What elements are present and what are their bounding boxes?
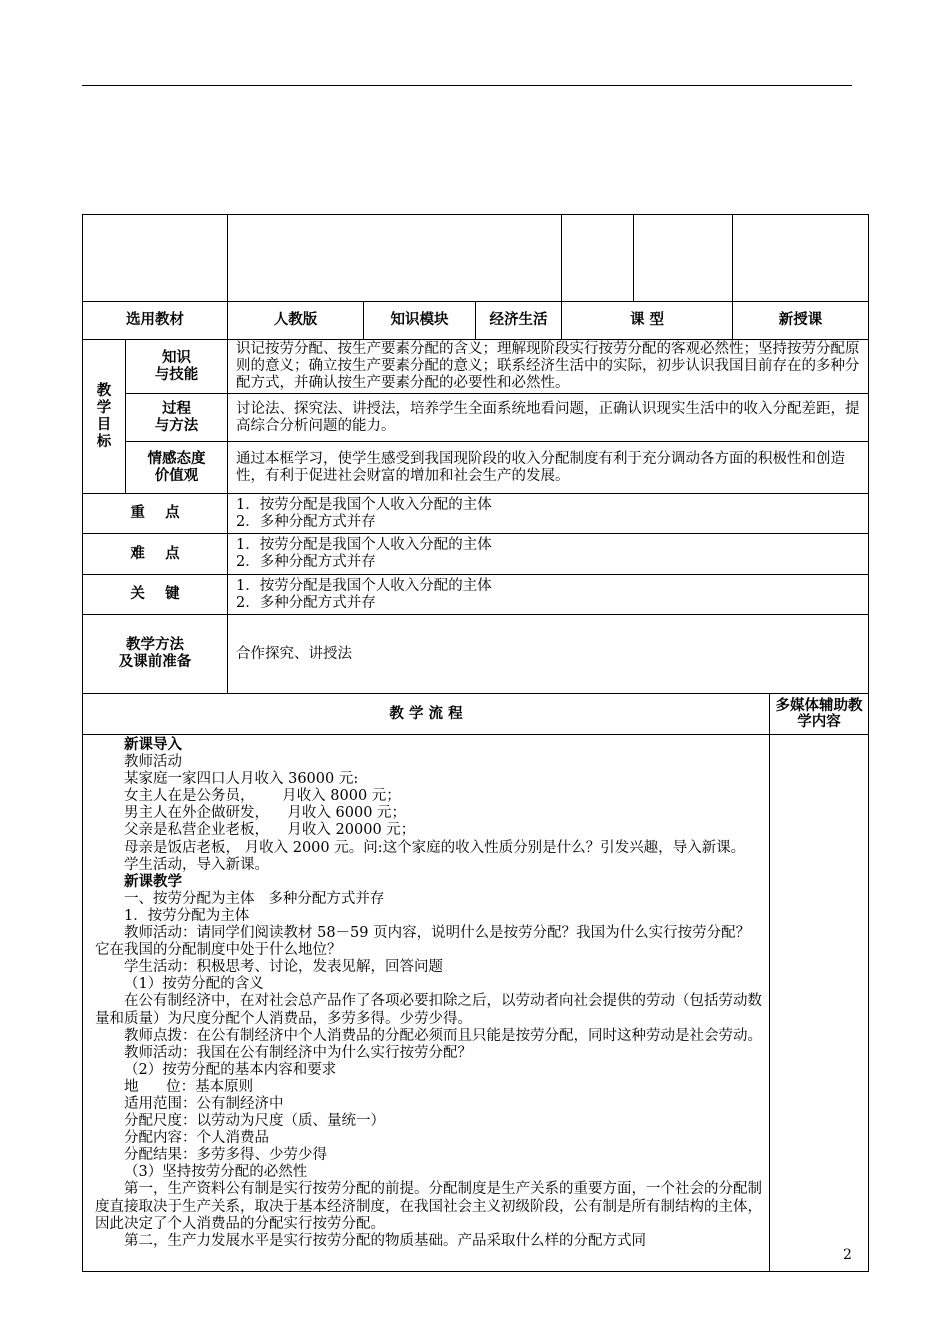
knowledge-text: 识记按劳分配、按生产要素分配的含义；理解现阶段实行按劳分配的客观必然性；坚持按劳分配原则的意义；确立按生产要素分配的意义；联系经济生活中的实际，初步认识我国目前存在的多种分配方式，并确认按生产要素分配的必要性和必然性。 [228,340,869,394]
flow-line: 教师活动：请同学们阅读教材 58－59 页内容，说明什么是按劳分配？我国为什么实行按劳分配？它在我国的分配制度中处于什么地位？ [95,925,751,959]
key-row [83,575,869,615]
focus-row [83,494,869,534]
flow-line: 适用范围：公有制经济中 [124,1095,284,1112]
process-text: 讨论法、探究法、讲授法，培养学生全面系统地看问题，正确认识现实生活中的收入分配差距，提高综合分析问题的能力。 [228,394,869,442]
flow-line: 新课导入 [124,737,182,753]
media-header: 多媒体辅助教 学内容 [770,694,869,735]
flow-line: 教师点拨：在公有制经济中个人消费品的分配必须而且只能是按劳分配，同时这种劳动是社会劳动。 [124,1027,762,1044]
module-label: 知识模块 [364,302,476,340]
knowledge-label: 知识 与技能 [126,340,228,394]
flow-line: 地 位：基本原则 [124,1078,254,1095]
textbook-label: 选用教材 [83,302,228,340]
key-text: 1．按劳分配是我国个人收入分配的主体 2．多种分配方式并存 [228,575,869,615]
flow-line: （2）按劳分配的基本内容和要求 [124,1061,337,1078]
flow-line: 分配尺度：以劳动为尺度（质、量统一） [124,1113,385,1130]
flow-line: 某家庭一家四口人月收入 36000 元: [124,771,359,788]
module-value: 经济生活 [476,302,562,340]
flow-line: 1．按劳分配为主体 [124,907,250,924]
flow-title: 教 学 流 程 [83,694,770,735]
emotion-label: 情感态度 价值观 [126,442,228,494]
flow-line: 分配内容：个人消费品 [124,1130,269,1147]
flow-line: 学生活动，导入新课。 [124,856,269,873]
flow-line: 学生活动：积极思考、讨论，发表见解，回答问题 [124,959,443,976]
knowledge-row [83,340,869,394]
flow-content [83,735,770,1272]
method-row [83,615,869,694]
type-label: 课 型 [562,302,733,340]
flow-line: 教师活动 [124,754,182,771]
flow-line: 第一，生产资料公有制是实行按劳分配的前提。分配制度是生产关系的重要方面，一个社会的分配制度直接取决于生产关系，取决于基本经济制度，在我国社会主义初级阶段，公有制是所有制结构的主体，因此决定了个人消费品的分配实行按劳分配。 [95,1181,762,1232]
flow-line: 母亲是饭店老板， 月收入 2000 元。问:这个家庭的收入性质分别是什么？引发兴趣，导入新课。 [124,839,746,856]
focus-label: 重 点 [83,494,228,534]
media-content [770,735,869,1272]
flow-line: 男主人在外企做研发， 月收入 6000 元； [124,805,407,822]
difficulty-text: 1．按劳分配是我国个人收入分配的主体 2．多种分配方式并存 [228,534,869,575]
textbook-row [83,302,869,340]
flow-line: （3）坚持按劳分配的必然性 [124,1164,308,1181]
lesson-plan-table [82,214,869,1272]
flow-line: （1）按劳分配的含义 [124,976,264,993]
process-label: 过程 与方法 [126,394,228,442]
flow-line: 父亲是私营企业老板， 月收入 20000 元； [124,822,416,839]
difficulty-label: 难 点 [83,534,228,575]
page-number: 2 [843,1247,852,1263]
objectives-group-label: 教 学 目 标 [83,340,126,494]
flow-content-row [83,735,869,1272]
textbook-value: 人教版 [228,302,364,340]
emotion-row [83,442,869,494]
key-label: 关 键 [83,575,228,615]
process-row [83,394,869,442]
flow-line: 女主人在是公务员， 月收入 8000 元； [124,788,401,805]
flow-line: 在公有制经济中，在对社会总产品作了各项必要扣除之后，以劳动者向社会提供的劳动（包括劳动数量和质量）为尺度分配个人消费品，多劳多得。少劳少得。 [95,993,762,1027]
flow-line: 新课教学 [124,873,182,890]
method-label: 教学方法 及课前准备 [83,615,228,694]
header-rule [82,85,852,86]
flow-line: 一、按劳分配为主体 多种分配方式并存 [124,890,385,907]
flow-header-row [83,694,869,735]
flow-line: 教师活动：我国在公有制经济中为什么实行按劳分配？ [124,1044,472,1061]
flow-line: 第二，生产力发展水平是实行按劳分配的物质基础。产品采取什么样的分配方式同 [124,1232,646,1249]
difficulty-row [83,534,869,575]
flow-line: 分配结果：多劳多得、少劳少得 [124,1147,327,1164]
type-value: 新授课 [733,302,869,340]
blank-title-row [83,215,869,302]
method-text: 合作探究、讲授法 [228,615,869,694]
emotion-text: 通过本框学习，使学生感受到我国现阶段的收入分配制度有利于充分调动各方面的积极性和创造性，有利于促进社会财富的增加和社会生产的发展。 [228,442,869,494]
focus-text: 1．按劳分配是我国个人收入分配的主体 2．多种分配方式并存 [228,494,869,534]
